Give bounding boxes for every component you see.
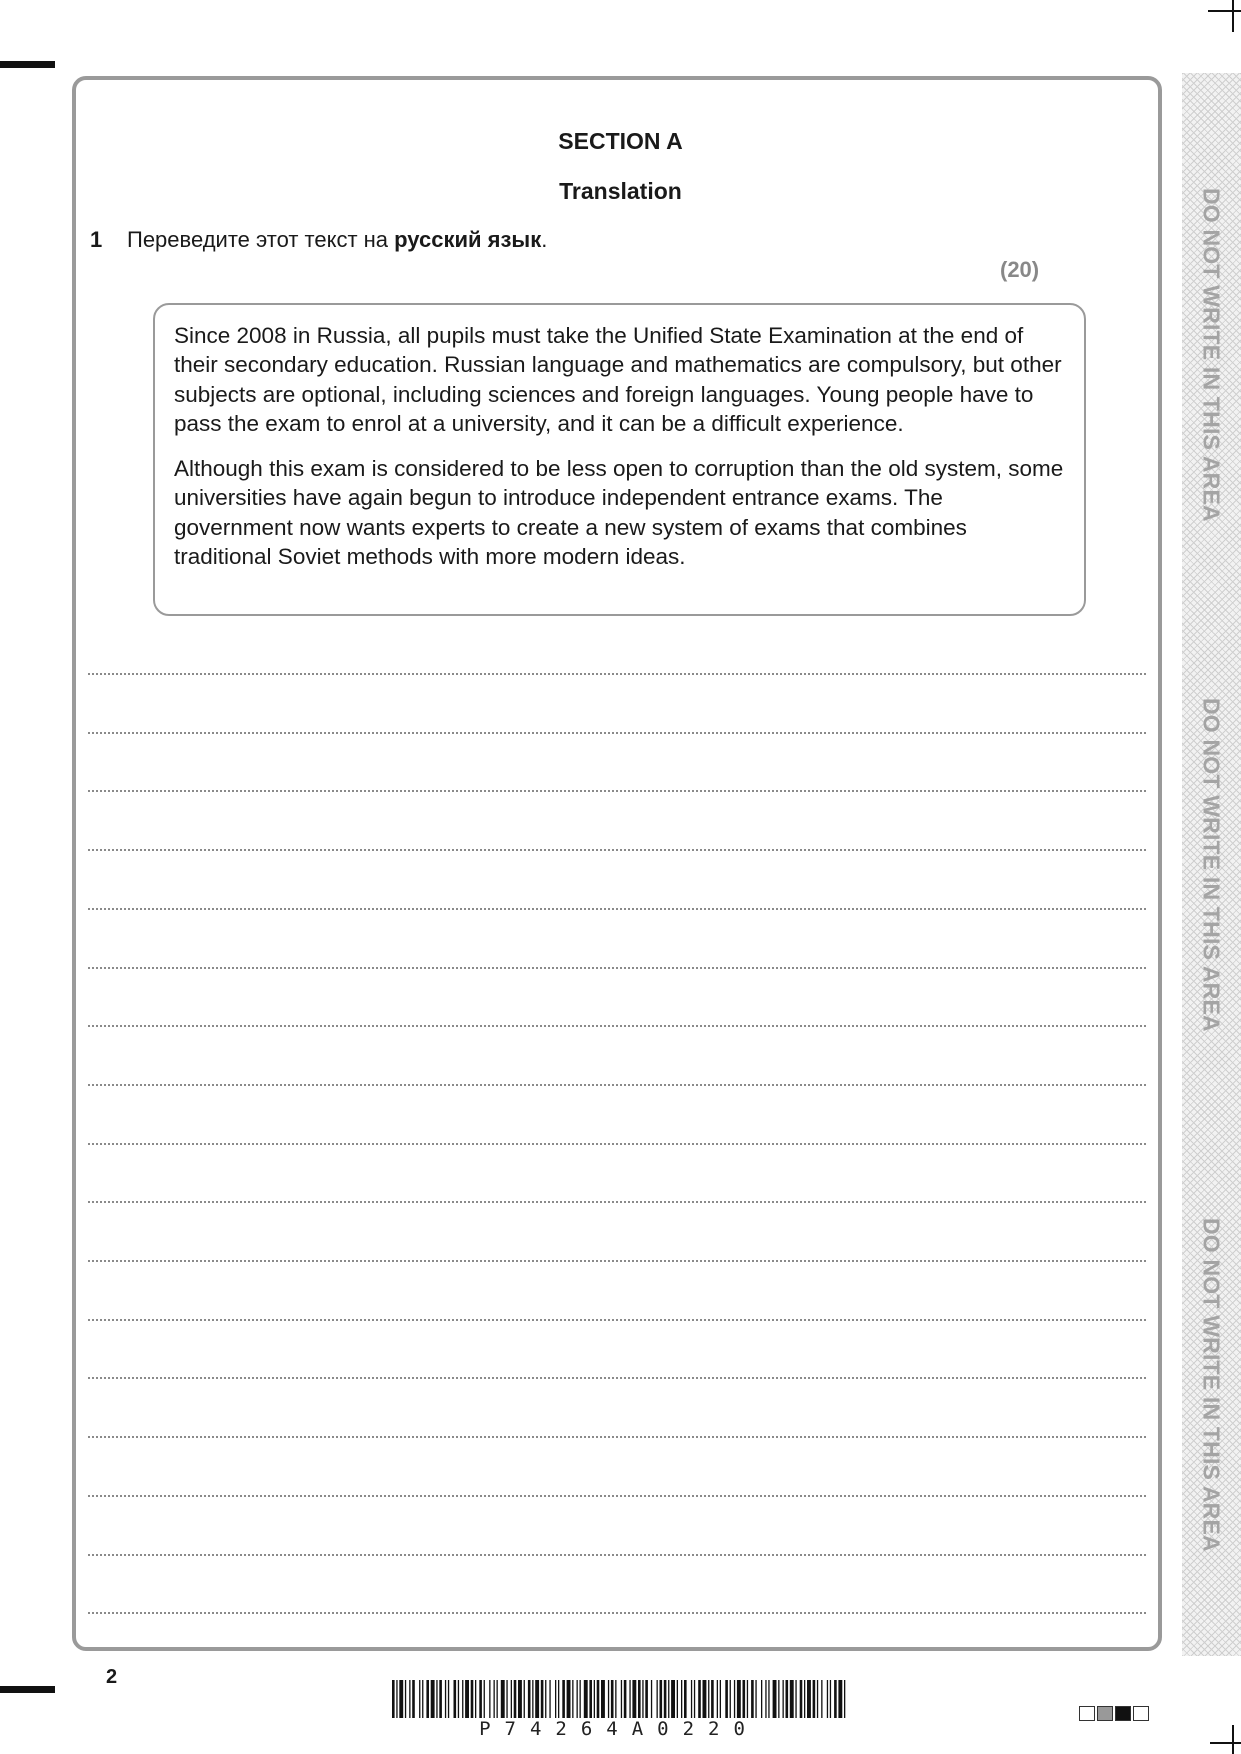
- section-subheading: Translation: [559, 178, 682, 204]
- margin-warning-3: DO NOT WRITE IN THIS AREA: [1198, 1218, 1225, 1552]
- registration-mark-right-bottom-v: [1232, 1725, 1234, 1754]
- answer-line[interactable]: [88, 790, 1146, 792]
- answer-line[interactable]: [88, 1143, 1146, 1145]
- margin-warning-1: DO NOT WRITE IN THIS AREA: [1198, 188, 1225, 522]
- code-square-2: [1097, 1706, 1113, 1721]
- registration-mark-right-top-v: [1232, 0, 1234, 32]
- passage-box: [153, 303, 1086, 616]
- registration-mark-right-bottom-h: [1210, 1742, 1241, 1744]
- answer-line[interactable]: [88, 732, 1146, 734]
- registration-mark-left-bottom: [0, 1686, 55, 1693]
- barcode: [392, 1680, 846, 1718]
- answer-line[interactable]: [88, 1084, 1146, 1086]
- code-square-3: [1115, 1706, 1131, 1721]
- passage-paragraph-2: Although this exam is considered to be less open to corruption than the old system, some universities have again begun to introduce independent entrance exams. The government now wants experts to create a new system of exams that combines traditional Soviet methods with more modern ideas.: [174, 456, 1064, 570]
- answer-line[interactable]: [88, 1319, 1146, 1321]
- passage-paragraph-1: Since 2008 in Russia, all pupils must take the Unified State Examination at the end of their secondary education. Russian language and mathematics are compulsory, but other subjects are optional, including sciences and foreign languages. Young people have to pass the exam to enrol at a university, and it can be a difficult experience.: [174, 323, 1062, 436]
- code-square-4: [1133, 1706, 1149, 1721]
- answer-line[interactable]: [88, 1201, 1146, 1203]
- answer-line[interactable]: [88, 967, 1146, 969]
- registration-mark-left-top: [0, 61, 55, 68]
- instruction-end: .: [541, 227, 548, 252]
- margin-warning-2: DO NOT WRITE IN THIS AREA: [1198, 698, 1225, 1032]
- answer-line[interactable]: [88, 1377, 1146, 1379]
- answer-line[interactable]: [88, 1025, 1146, 1027]
- answer-line[interactable]: [88, 849, 1146, 851]
- answer-line[interactable]: [88, 1260, 1146, 1262]
- instruction-plain: Переведите этот текст на: [127, 227, 395, 252]
- barcode-text: P74264A0220: [479, 1718, 759, 1740]
- code-square-1: [1079, 1706, 1095, 1721]
- answer-line[interactable]: [88, 1612, 1146, 1614]
- answer-line[interactable]: [88, 1495, 1146, 1497]
- answer-line[interactable]: [88, 673, 1146, 675]
- answer-line[interactable]: [88, 1436, 1146, 1438]
- answer-line[interactable]: [88, 1554, 1146, 1556]
- page-number: 2: [106, 1666, 118, 1688]
- question-number: 1: [90, 227, 103, 252]
- registration-mark-right-top-h: [1208, 10, 1241, 12]
- instruction-bold: русский язык: [394, 227, 542, 252]
- section-heading: SECTION A: [558, 128, 683, 154]
- question-instruction: [127, 227, 547, 253]
- answer-line[interactable]: [88, 908, 1146, 910]
- question-marks: (20): [1000, 257, 1040, 282]
